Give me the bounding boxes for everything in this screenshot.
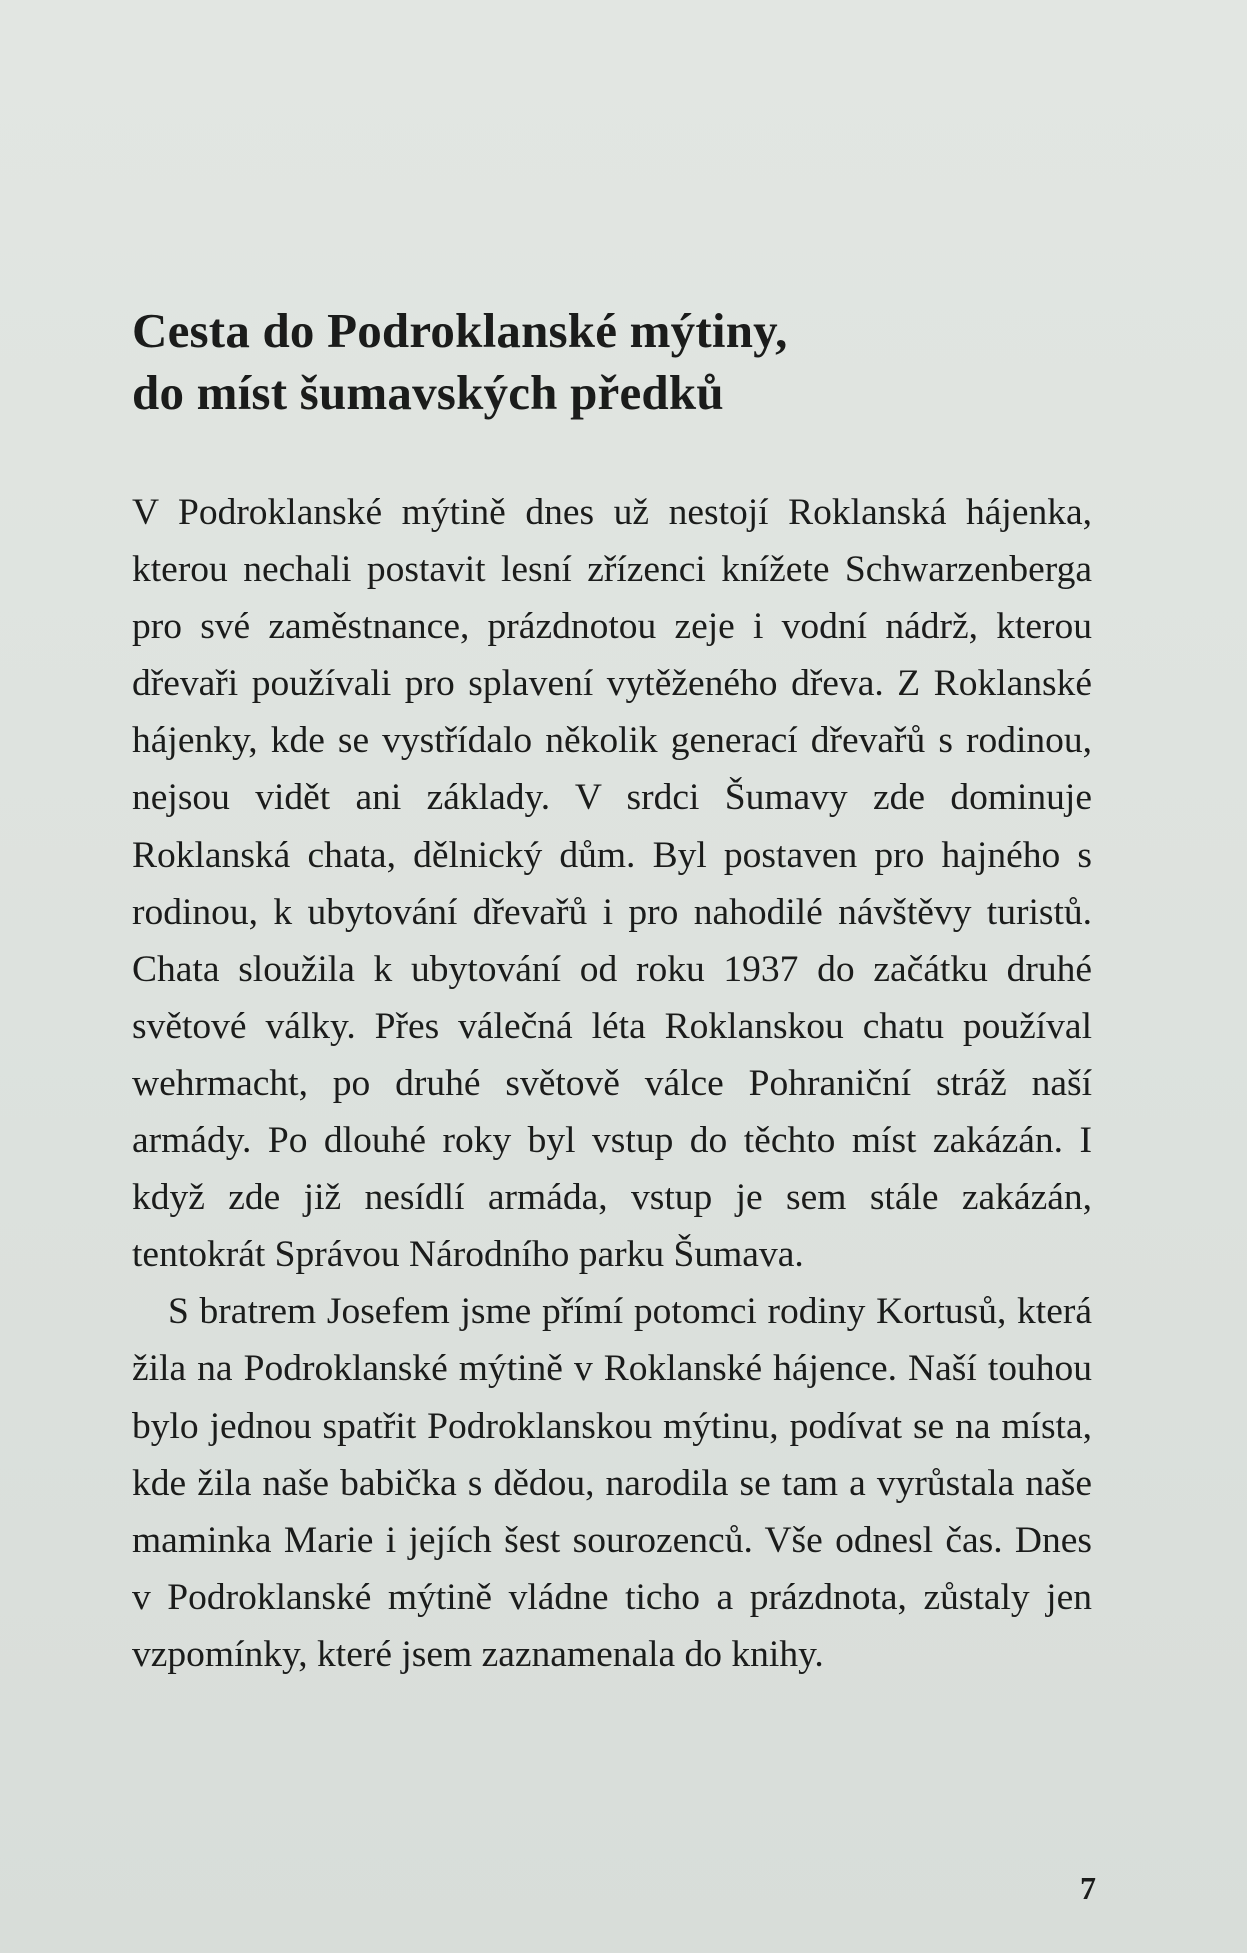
page-number: 7 — [1080, 1870, 1096, 1906]
body-text — [132, 484, 1092, 1683]
paragraph-2: S bratrem Josefem jsme přímí potomci rodiny Kortusů, která žila na Podroklanské mýtině v Roklanské hájence. Naší touhou bylo jednou spatřit Podroklanskou mýtinu, podívat se na místa, kde žila naše babička s dědou, narodila se tam a vyrůstala naše maminka Marie i jejích šest sourozenců. Vše odnesl čas. Dnes v Podroklanské mýtině vládne ticho a prázdnota, zůstaly jen vzpomínky, které jsem zaznamenala do knihy. — [132, 1291, 1092, 1675]
chapter-title-line-2: do míst šumavských předků — [132, 365, 724, 420]
chapter-title — [132, 300, 1112, 424]
chapter-title-line-1: Cesta do Podroklanské mýtiny, — [132, 303, 788, 358]
paragraph-1: V Podroklanské mýtině dnes už nestojí Roklanská hájenka, kterou nechali postavit lesní zřízenci knížete Schwarzenberga pro své zaměstnance, prázdnotou zeje i vodní nádrž, kterou dřevaři používali pro splavení vytěženého dřeva. Z Roklanské hájenky, kde se vystřídalo několik generací dřevařů s rodinou, nejsou vidět ani základy. V srdci Šumavy zde dominuje Roklanská chata, dělnický dům. Byl postaven pro hajného s rodinou, k ubytování dřevařů i pro nahodilé návštěvy turistů. Chata sloužila k ubytování od roku 1937 do začátku druhé světové války. Přes válečná léta Roklanskou chatu používal wehrmacht, po druhé světově válce Pohraniční stráž naší armády. Po dlouhé roky byl vstup do těchto míst zakázán. I když zde již nesídlí armáda, vstup je sem stále zakázán, tentokrát Správou Národního parku Šumava. — [132, 492, 1092, 1276]
